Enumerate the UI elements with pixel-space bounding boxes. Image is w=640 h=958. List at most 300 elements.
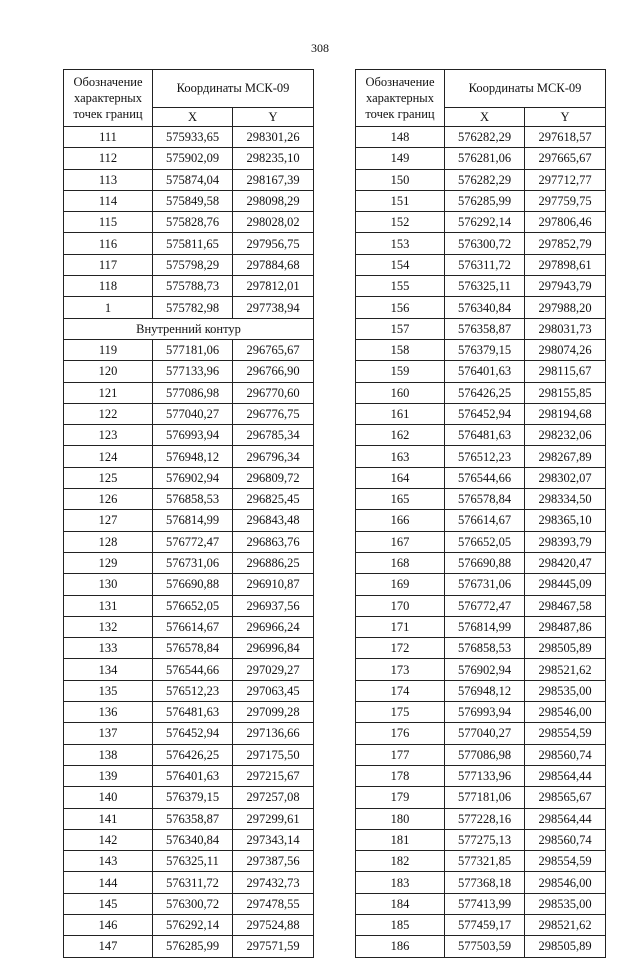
y-coordinate-cell: 298521,62 xyxy=(525,914,606,935)
x-coordinate-cell: 577275,13 xyxy=(445,829,525,850)
y-coordinate-cell: 296843,48 xyxy=(233,510,314,531)
table-row xyxy=(64,446,314,467)
table-row xyxy=(64,254,314,275)
table-row xyxy=(356,702,606,723)
point-number-cell: 174 xyxy=(356,680,445,701)
y-coordinate-cell: 296937,56 xyxy=(233,595,314,616)
point-number-cell: 127 xyxy=(64,510,153,531)
y-coordinate-cell: 298505,89 xyxy=(525,936,606,957)
y-coordinate-cell: 297884,68 xyxy=(233,254,314,275)
y-coordinate-cell: 298554,59 xyxy=(525,723,606,744)
point-number-cell: 145 xyxy=(64,893,153,914)
y-coordinate-cell: 297943,79 xyxy=(525,276,606,297)
table-row xyxy=(64,212,314,233)
table-row xyxy=(356,276,606,297)
x-coordinate-cell: 576300,72 xyxy=(153,893,233,914)
y-coordinate-cell: 297898,61 xyxy=(525,254,606,275)
y-coordinate-cell: 297571,59 xyxy=(233,936,314,957)
y-coordinate-cell: 298301,26 xyxy=(233,127,314,148)
point-number-cell: 172 xyxy=(356,638,445,659)
table-row xyxy=(356,936,606,957)
point-number-cell: 180 xyxy=(356,808,445,829)
y-coordinate-cell: 298031,73 xyxy=(525,318,606,339)
table-row xyxy=(356,851,606,872)
point-number-cell: 121 xyxy=(64,382,153,403)
y-coordinate-cell: 296785,34 xyxy=(233,425,314,446)
point-number-cell: 126 xyxy=(64,489,153,510)
y-coordinate-cell: 298445,09 xyxy=(525,574,606,595)
x-coordinate-cell: 576481,63 xyxy=(445,425,525,446)
y-coordinate-cell: 298467,58 xyxy=(525,595,606,616)
table-row xyxy=(356,638,606,659)
point-number-cell: 114 xyxy=(64,190,153,211)
x-coordinate-cell: 576858,53 xyxy=(445,638,525,659)
x-coordinate-cell: 576292,14 xyxy=(153,914,233,935)
y-coordinate-cell: 296886,25 xyxy=(233,552,314,573)
table-row xyxy=(356,787,606,808)
table-row xyxy=(356,829,606,850)
table-row xyxy=(356,510,606,531)
x-coordinate-cell: 575933,65 xyxy=(153,127,233,148)
x-coordinate-cell: 576993,94 xyxy=(445,702,525,723)
x-coordinate-cell: 576452,94 xyxy=(445,403,525,424)
header-x: X xyxy=(445,107,525,126)
table-row xyxy=(64,510,314,531)
x-coordinate-cell: 576282,29 xyxy=(445,127,525,148)
point-number-cell: 118 xyxy=(64,276,153,297)
coordinates-table-left xyxy=(63,69,314,958)
x-coordinate-cell: 576578,84 xyxy=(445,489,525,510)
x-coordinate-cell: 576311,72 xyxy=(445,254,525,275)
y-coordinate-cell: 297136,66 xyxy=(233,723,314,744)
point-number-cell: 146 xyxy=(64,914,153,935)
y-coordinate-cell: 298302,07 xyxy=(525,467,606,488)
point-number-cell: 173 xyxy=(356,659,445,680)
point-number-cell: 183 xyxy=(356,872,445,893)
table-row xyxy=(64,616,314,637)
y-coordinate-cell: 298535,00 xyxy=(525,680,606,701)
y-coordinate-cell: 298232,06 xyxy=(525,425,606,446)
y-coordinate-cell: 296766,90 xyxy=(233,361,314,382)
y-coordinate-cell: 298560,74 xyxy=(525,829,606,850)
x-coordinate-cell: 576578,84 xyxy=(153,638,233,659)
x-coordinate-cell: 577181,06 xyxy=(153,339,233,360)
x-coordinate-cell: 577503,59 xyxy=(445,936,525,957)
table-row xyxy=(356,212,606,233)
table-row xyxy=(64,595,314,616)
point-number-cell: 152 xyxy=(356,212,445,233)
table-row xyxy=(356,318,606,339)
point-number-cell: 144 xyxy=(64,872,153,893)
point-number-cell: 112 xyxy=(64,148,153,169)
point-number-cell: 125 xyxy=(64,467,153,488)
point-number-cell: 142 xyxy=(64,829,153,850)
y-coordinate-cell: 297299,61 xyxy=(233,808,314,829)
y-coordinate-cell: 296863,76 xyxy=(233,531,314,552)
point-number-cell: 176 xyxy=(356,723,445,744)
table-row xyxy=(64,829,314,850)
table-row xyxy=(64,531,314,552)
x-coordinate-cell: 576948,12 xyxy=(445,680,525,701)
point-number-cell: 157 xyxy=(356,318,445,339)
point-number-cell: 165 xyxy=(356,489,445,510)
y-coordinate-cell: 296765,67 xyxy=(233,339,314,360)
x-coordinate-cell: 576690,88 xyxy=(445,552,525,573)
table-row xyxy=(64,297,314,318)
table-row xyxy=(64,638,314,659)
x-coordinate-cell: 576300,72 xyxy=(445,233,525,254)
point-number-cell: 166 xyxy=(356,510,445,531)
table-row xyxy=(64,127,314,148)
point-number-cell: 137 xyxy=(64,723,153,744)
y-coordinate-cell: 297343,14 xyxy=(233,829,314,850)
point-number-cell: 129 xyxy=(64,552,153,573)
y-coordinate-cell: 298365,10 xyxy=(525,510,606,531)
x-coordinate-cell: 576285,99 xyxy=(153,936,233,957)
x-coordinate-cell: 576772,47 xyxy=(153,531,233,552)
x-coordinate-cell: 576772,47 xyxy=(445,595,525,616)
x-coordinate-cell: 576426,25 xyxy=(153,744,233,765)
point-number-cell: 123 xyxy=(64,425,153,446)
header-y: Y xyxy=(233,107,314,126)
x-coordinate-cell: 576285,99 xyxy=(445,190,525,211)
table-row xyxy=(64,403,314,424)
y-coordinate-cell: 296776,75 xyxy=(233,403,314,424)
table-row xyxy=(64,680,314,701)
table-row xyxy=(64,339,314,360)
x-coordinate-cell: 575902,09 xyxy=(153,148,233,169)
x-coordinate-cell: 576544,66 xyxy=(153,659,233,680)
x-coordinate-cell: 576282,29 xyxy=(445,169,525,190)
table-row xyxy=(64,787,314,808)
x-coordinate-cell: 576544,66 xyxy=(445,467,525,488)
y-coordinate-cell: 297215,67 xyxy=(233,765,314,786)
table-row xyxy=(64,872,314,893)
table-row xyxy=(356,574,606,595)
x-coordinate-cell: 576281,06 xyxy=(445,148,525,169)
y-coordinate-cell: 298155,85 xyxy=(525,382,606,403)
point-number-cell: 159 xyxy=(356,361,445,382)
point-number-cell: 185 xyxy=(356,914,445,935)
y-coordinate-cell: 298074,26 xyxy=(525,339,606,360)
x-coordinate-cell: 577368,18 xyxy=(445,872,525,893)
point-number-cell: 161 xyxy=(356,403,445,424)
x-coordinate-cell: 576325,11 xyxy=(445,276,525,297)
table-row xyxy=(64,574,314,595)
y-coordinate-cell: 298487,86 xyxy=(525,616,606,637)
x-coordinate-cell: 576340,84 xyxy=(153,829,233,850)
point-number-cell: 132 xyxy=(64,616,153,637)
table-row xyxy=(356,148,606,169)
point-number-cell: 143 xyxy=(64,851,153,872)
header-point-label: Обозначение характерных точек границ xyxy=(64,70,153,127)
y-coordinate-cell: 297387,56 xyxy=(233,851,314,872)
x-coordinate-cell: 576452,94 xyxy=(153,723,233,744)
table-row xyxy=(64,169,314,190)
table-row xyxy=(356,254,606,275)
y-coordinate-cell: 298334,50 xyxy=(525,489,606,510)
point-number-cell: 164 xyxy=(356,467,445,488)
table-row xyxy=(64,552,314,573)
point-number-cell: 156 xyxy=(356,297,445,318)
x-coordinate-cell: 576512,23 xyxy=(445,446,525,467)
y-coordinate-cell: 297099,28 xyxy=(233,702,314,723)
x-coordinate-cell: 577086,98 xyxy=(445,744,525,765)
point-number-cell: 155 xyxy=(356,276,445,297)
y-coordinate-cell: 297063,45 xyxy=(233,680,314,701)
point-number-cell: 134 xyxy=(64,659,153,680)
table-row xyxy=(64,425,314,446)
x-coordinate-cell: 576731,06 xyxy=(445,574,525,595)
point-number-cell: 169 xyxy=(356,574,445,595)
x-coordinate-cell: 575811,65 xyxy=(153,233,233,254)
x-coordinate-cell: 576358,87 xyxy=(153,808,233,829)
point-number-cell: 139 xyxy=(64,765,153,786)
y-coordinate-cell: 298564,44 xyxy=(525,765,606,786)
y-coordinate-cell: 296825,45 xyxy=(233,489,314,510)
y-coordinate-cell: 297956,75 xyxy=(233,233,314,254)
header-coordinates: Координаты МСК-09 xyxy=(153,70,314,108)
y-coordinate-cell: 296910,87 xyxy=(233,574,314,595)
table-row xyxy=(64,276,314,297)
point-number-cell: 141 xyxy=(64,808,153,829)
table-row xyxy=(64,190,314,211)
x-coordinate-cell: 576690,88 xyxy=(153,574,233,595)
y-coordinate-cell: 296809,72 xyxy=(233,467,314,488)
point-number-cell: 130 xyxy=(64,574,153,595)
point-number-cell: 178 xyxy=(356,765,445,786)
table-row xyxy=(356,914,606,935)
x-coordinate-cell: 576902,94 xyxy=(153,467,233,488)
point-number-cell: 177 xyxy=(356,744,445,765)
point-number-cell: 149 xyxy=(356,148,445,169)
x-coordinate-cell: 577181,06 xyxy=(445,787,525,808)
x-coordinate-cell: 577040,27 xyxy=(445,723,525,744)
point-number-cell: 148 xyxy=(356,127,445,148)
point-number-cell: 154 xyxy=(356,254,445,275)
header-point-label: Обозначение характерных точек границ xyxy=(356,70,445,127)
point-number-cell: 186 xyxy=(356,936,445,957)
y-coordinate-cell: 298028,02 xyxy=(233,212,314,233)
x-coordinate-cell: 577040,27 xyxy=(153,403,233,424)
table-row xyxy=(64,148,314,169)
y-coordinate-cell: 298235,10 xyxy=(233,148,314,169)
y-coordinate-cell: 298546,00 xyxy=(525,702,606,723)
x-coordinate-cell: 577133,96 xyxy=(153,361,233,382)
y-coordinate-cell: 297618,57 xyxy=(525,127,606,148)
x-coordinate-cell: 575788,73 xyxy=(153,276,233,297)
table-row xyxy=(356,531,606,552)
x-coordinate-cell: 576814,99 xyxy=(153,510,233,531)
y-coordinate-cell: 298564,44 xyxy=(525,808,606,829)
point-number-cell: 115 xyxy=(64,212,153,233)
table-row xyxy=(356,680,606,701)
page-number: 308 xyxy=(311,41,329,55)
y-coordinate-cell: 298521,62 xyxy=(525,659,606,680)
x-coordinate-cell: 576426,25 xyxy=(445,382,525,403)
table-row xyxy=(356,467,606,488)
table-row xyxy=(64,233,314,254)
y-coordinate-cell: 296770,60 xyxy=(233,382,314,403)
y-coordinate-cell: 296796,34 xyxy=(233,446,314,467)
x-coordinate-cell: 576401,63 xyxy=(153,765,233,786)
y-coordinate-cell: 297665,67 xyxy=(525,148,606,169)
table-row xyxy=(356,425,606,446)
y-coordinate-cell: 297432,73 xyxy=(233,872,314,893)
x-coordinate-cell: 576858,53 xyxy=(153,489,233,510)
table-row xyxy=(356,616,606,637)
y-coordinate-cell: 298560,74 xyxy=(525,744,606,765)
point-number-cell: 113 xyxy=(64,169,153,190)
table-row xyxy=(64,723,314,744)
x-coordinate-cell: 576481,63 xyxy=(153,702,233,723)
point-number-cell: 153 xyxy=(356,233,445,254)
x-coordinate-cell: 577228,16 xyxy=(445,808,525,829)
y-coordinate-cell: 297852,79 xyxy=(525,233,606,254)
point-number-cell: 140 xyxy=(64,787,153,808)
x-coordinate-cell: 576993,94 xyxy=(153,425,233,446)
x-coordinate-cell: 575874,04 xyxy=(153,169,233,190)
x-coordinate-cell: 575849,58 xyxy=(153,190,233,211)
point-number-cell: 158 xyxy=(356,339,445,360)
point-number-cell: 135 xyxy=(64,680,153,701)
y-coordinate-cell: 298535,00 xyxy=(525,893,606,914)
y-coordinate-cell: 298554,59 xyxy=(525,851,606,872)
y-coordinate-cell: 297738,94 xyxy=(233,297,314,318)
section-title: Внутренний контур xyxy=(64,318,314,339)
y-coordinate-cell: 297806,46 xyxy=(525,212,606,233)
table-row xyxy=(64,489,314,510)
x-coordinate-cell: 576652,05 xyxy=(153,595,233,616)
x-coordinate-cell: 576340,84 xyxy=(445,297,525,318)
x-coordinate-cell: 576512,23 xyxy=(153,680,233,701)
point-number-cell: 151 xyxy=(356,190,445,211)
x-coordinate-cell: 577086,98 xyxy=(153,382,233,403)
y-coordinate-cell: 297759,75 xyxy=(525,190,606,211)
x-coordinate-cell: 577459,17 xyxy=(445,914,525,935)
table-row xyxy=(356,744,606,765)
x-coordinate-cell: 576814,99 xyxy=(445,616,525,637)
point-number-cell: 136 xyxy=(64,702,153,723)
table-row xyxy=(356,872,606,893)
x-coordinate-cell: 576379,15 xyxy=(153,787,233,808)
table-row xyxy=(64,936,314,957)
table-row xyxy=(356,552,606,573)
x-coordinate-cell: 577321,85 xyxy=(445,851,525,872)
table-row xyxy=(356,893,606,914)
table-row xyxy=(356,297,606,318)
point-number-cell: 138 xyxy=(64,744,153,765)
header-x: X xyxy=(153,107,233,126)
table-row xyxy=(356,233,606,254)
point-number-cell: 147 xyxy=(64,936,153,957)
y-coordinate-cell: 297175,50 xyxy=(233,744,314,765)
y-coordinate-cell: 296966,24 xyxy=(233,616,314,637)
point-number-cell: 167 xyxy=(356,531,445,552)
x-coordinate-cell: 575828,76 xyxy=(153,212,233,233)
y-coordinate-cell: 298115,67 xyxy=(525,361,606,382)
table-row xyxy=(64,914,314,935)
point-number-cell: 150 xyxy=(356,169,445,190)
y-coordinate-cell: 298505,89 xyxy=(525,638,606,659)
point-number-cell: 168 xyxy=(356,552,445,573)
point-number-cell: 119 xyxy=(64,339,153,360)
y-coordinate-cell: 297524,88 xyxy=(233,914,314,935)
point-number-cell: 181 xyxy=(356,829,445,850)
point-number-cell: 163 xyxy=(356,446,445,467)
table-row xyxy=(64,893,314,914)
y-coordinate-cell: 297812,01 xyxy=(233,276,314,297)
x-coordinate-cell: 576948,12 xyxy=(153,446,233,467)
table-row xyxy=(356,382,606,403)
y-coordinate-cell: 298167,39 xyxy=(233,169,314,190)
x-coordinate-cell: 576902,94 xyxy=(445,659,525,680)
y-coordinate-cell: 297478,55 xyxy=(233,893,314,914)
table-row xyxy=(356,595,606,616)
table-row xyxy=(64,851,314,872)
point-number-cell: 170 xyxy=(356,595,445,616)
x-coordinate-cell: 577413,99 xyxy=(445,893,525,914)
point-number-cell: 1 xyxy=(64,297,153,318)
y-coordinate-cell: 297988,20 xyxy=(525,297,606,318)
table-row xyxy=(64,361,314,382)
x-coordinate-cell: 576358,87 xyxy=(445,318,525,339)
y-coordinate-cell: 298565,67 xyxy=(525,787,606,808)
point-number-cell: 120 xyxy=(64,361,153,382)
x-coordinate-cell: 576614,67 xyxy=(153,616,233,637)
point-number-cell: 117 xyxy=(64,254,153,275)
y-coordinate-cell: 297712,77 xyxy=(525,169,606,190)
x-coordinate-cell: 576311,72 xyxy=(153,872,233,893)
y-coordinate-cell: 298546,00 xyxy=(525,872,606,893)
x-coordinate-cell: 576292,14 xyxy=(445,212,525,233)
table-row xyxy=(356,446,606,467)
point-number-cell: 133 xyxy=(64,638,153,659)
point-number-cell: 171 xyxy=(356,616,445,637)
table-row xyxy=(356,489,606,510)
point-number-cell: 160 xyxy=(356,382,445,403)
point-number-cell: 184 xyxy=(356,893,445,914)
table-row xyxy=(356,339,606,360)
table-row xyxy=(356,403,606,424)
x-coordinate-cell: 576731,06 xyxy=(153,552,233,573)
y-coordinate-cell: 298420,47 xyxy=(525,552,606,573)
x-coordinate-cell: 576325,11 xyxy=(153,851,233,872)
header-coordinates: Координаты МСК-09 xyxy=(445,70,606,108)
table-row xyxy=(356,808,606,829)
table-row xyxy=(64,659,314,680)
table-row xyxy=(356,190,606,211)
table-row xyxy=(356,169,606,190)
y-coordinate-cell: 296996,84 xyxy=(233,638,314,659)
table-row xyxy=(356,723,606,744)
x-coordinate-cell: 575798,29 xyxy=(153,254,233,275)
table-row xyxy=(64,765,314,786)
table-row xyxy=(356,659,606,680)
section-row xyxy=(64,318,314,339)
x-coordinate-cell: 576379,15 xyxy=(445,339,525,360)
table-row xyxy=(356,765,606,786)
table-row xyxy=(64,702,314,723)
y-coordinate-cell: 298098,29 xyxy=(233,190,314,211)
y-coordinate-cell: 297257,08 xyxy=(233,787,314,808)
table-row xyxy=(356,127,606,148)
point-number-cell: 116 xyxy=(64,233,153,254)
coordinates-table-right xyxy=(355,69,606,958)
point-number-cell: 124 xyxy=(64,446,153,467)
point-number-cell: 179 xyxy=(356,787,445,808)
point-number-cell: 111 xyxy=(64,127,153,148)
